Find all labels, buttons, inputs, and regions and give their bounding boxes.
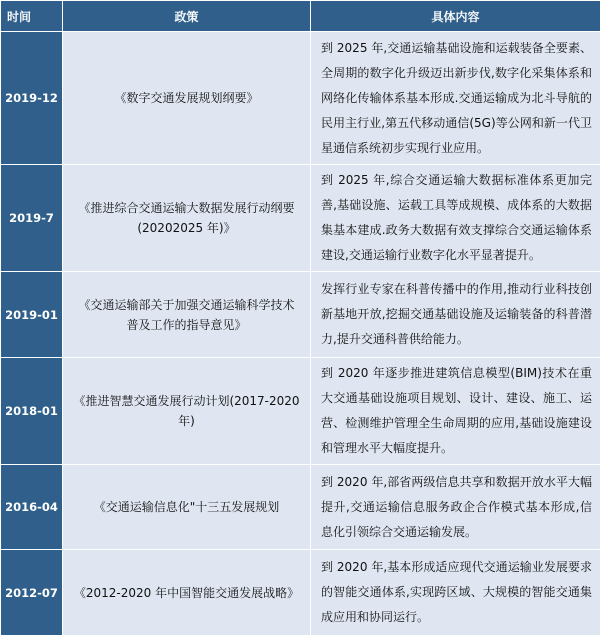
header-time: 时间 xyxy=(1,1,63,32)
content-cell: 到 2025 年,综合交通运输大数据标准体系更加完善,基础设施、运载工具等成规模、成体系的大数据集基本建成.政务大数据有效支撑综合交通运输体系建设,交通运输行业数字化水平显著提升。 xyxy=(311,165,600,272)
year-cell: 2019-7 xyxy=(1,165,63,272)
content-cell: 到 2025 年,交通运输基础设施和运载装备全要素、全周期的数字化升级迈出新步伐,数字化采集体系和网络化传输体系基本形成.交通运输成为北斗导航的民用主行业,第五代移动通信(5G)等公网和新一代卫星通信系统初步实现行业应用。 xyxy=(311,32,600,165)
policy-cell: 《2012-2020 年中国智能交通发展战略》 xyxy=(63,550,311,636)
table-row xyxy=(1,32,600,165)
year-cell: 2012-07 xyxy=(1,550,63,636)
table-row xyxy=(1,272,600,358)
content-cell: 发挥行业专家在科普传播中的作用,推动行业科技创新基地开放,挖掘交通基础设施及运输装备的科普潜力,提升交通科普供给能力。 xyxy=(311,272,600,358)
policy-cell: 《数字交通发展规划纲要》 xyxy=(63,32,311,165)
policy-cell: 《交通运输信息化"十三五发展规划 xyxy=(63,464,311,550)
year-cell: 2016-04 xyxy=(1,464,63,550)
policy-cell: 《推进智慧交通发展行动计划(2017-2020 年) xyxy=(63,357,311,464)
content-cell: 到 2020 年,基本形成适应现代交通运输业发展要求的智能交通体系,实现跨区域、大规模的智能交通集成应用和协同运行。 xyxy=(311,550,600,636)
policy-cell: 《推进综合交通运输大数据发展行动纲要(20202025 年)》 xyxy=(63,165,311,272)
year-cell: 2018-01 xyxy=(1,357,63,464)
year-cell: 2019-01 xyxy=(1,272,63,358)
header-policy: 政策 xyxy=(63,1,311,32)
year-cell: 2019-12 xyxy=(1,32,63,165)
table-row xyxy=(1,165,600,272)
content-cell: 到 2020 年逐步推进建筑信息模型(BIM)技术在重大交通基础设施项目规划、设计、建设、施工、运营、检测维护管理全生命周期的应用,基础设施建设和管理水平大幅度提升。 xyxy=(311,357,600,464)
header-row xyxy=(1,1,600,32)
table-row xyxy=(1,357,600,464)
content-cell: 到 2020 年,部省两级信息共享和数据开放水平大幅提升,交通运输信息服务政企合作模式基本形成,信息化引领综合交通运输发展。 xyxy=(311,464,600,550)
table-row xyxy=(1,550,600,636)
header-content: 具体内容 xyxy=(311,1,600,32)
policy-cell: 《交通运输部关于加强交通运输科学技术普及工作的指导意见》 xyxy=(63,272,311,358)
table-row xyxy=(1,464,600,550)
